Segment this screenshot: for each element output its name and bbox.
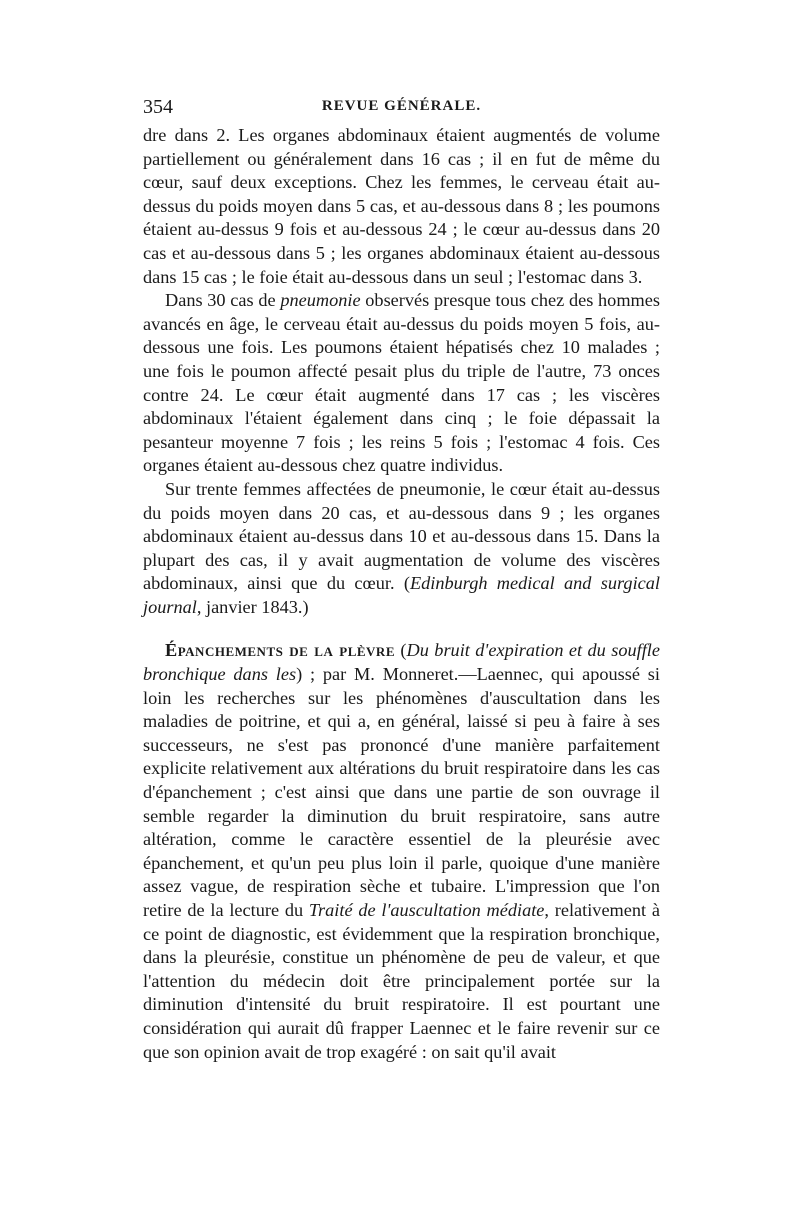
subtitle-open: ( [395,640,407,661]
paragraph-text: observés presque tous chez des hommes avancés en âge, le cerveau était au-dessus du poids moyen 5 fois, au-dessous une fois. Les poumons étaient hépatisés chez 10 malades ; une fois le poumon affecté pesait plus du triple de l'autre, 73 onces contre 24. Le cœur était augmenté dans 17 cas ; les viscères abdominaux l'étaient également dans cinq ; le foie dépassait la pesanteur moyenne 7 fois ; les reins 5 fois ; l'estomac 4 fois. Ces organes étaient au-dessous chez quatre individus. [143,290,660,476]
paragraph-pneumonia-women [143,478,660,620]
article-body-lead: —Laennec, qui apoussé si loin les recherches sur les phénomènes d'auscultation dans les maladies de poitrine, et qui a, en général, laissé si peu à faire à ses successeurs, ne s'est pas prononcé d'une manière parfaitement explicite relativement aux altérations du bruit respiratoire dans les cas d'épanchement ; c'est ainsi que dans une partie de son ouvrage il semble regarder la diminution du bruit respiratoire, sans autre altération, comme le caractère essentiel de la pleurésie avec épanchement, et qu'un peu plus loin il parle, quoique d'une manière assez vague, de respiration sèche et tubaire. L'impression que l'on retire de la lecture du [143,664,660,920]
article-subtitle: Du bruit d'expiration et du souffle bronchique dans les [143,640,660,685]
journal-citation: Edinburgh medical and surgical journal [143,573,660,617]
paragraph-pneumonia-men [143,289,660,478]
citation-date: , janvier 1843.) [196,596,309,617]
paragraph-continued [143,124,660,289]
running-title: REVUE GÉNÉRALE. [321,98,482,114]
running-head [143,96,660,124]
section-gap [143,619,660,639]
book-page [143,96,660,1064]
article-heading: Épanchements de la plèvre [165,640,395,661]
paragraph-lead: Dans 30 cas de [165,290,281,311]
paragraph-text: Sur trente femmes affectées de pneumonie, le cœur était au-dessus du poids moyen dans 20 cas, et au-dessous dans 9 ; les organes abdominaux étaient au-dessus dans 10 et au-dessous dans 15. Dans la plupart des cas, il y avait augmentation de volume des viscères abdominaux, ainsi que du cœur. ( [143,478,660,594]
italic-term: pneumonie [280,290,361,311]
paragraph-text: dre dans 2. Les organes abdominaux étaient augmentés de volume partiellement ou généralement dans 16 cas ; il en fut de même du cœur, sauf deux exceptions. Chez les femmes, le cerveau était au-dessus du poids moyen dans 5 cas, et au-dessous dans 8 ; les poumons étaient au-dessus 9 fois et au-dessous 24 ; le cœur au-dessus dans 20 cas et au-dessous dans 5 ; les organes abdominaux étaient au-dessous dans 15 cas ; le foie était au-dessous dans un seul ; l'estomac dans 3. [143,125,660,287]
article-body-tail: , relativement à ce point de diagnostic, est évidemment que la respiration bronchique, dans la pleurésie, constitue un phénomène de peu de valeur, et que l'attention du médecin doit être principalement portée sur la diminution d'intensité du bruit respiratoire. Il est pourtant une considération qui aurait dû frapper Laennec et le faire revenir sur ce que son opinion avait de trop exagéré : on sait qu'il avait [143,900,660,1062]
page-number: 354 [143,96,173,118]
book-title: Traité de l'auscultation médiate [308,900,545,920]
article-pleural-effusion [143,639,660,1064]
article-author: ) ; par M. Monneret. [296,664,459,685]
